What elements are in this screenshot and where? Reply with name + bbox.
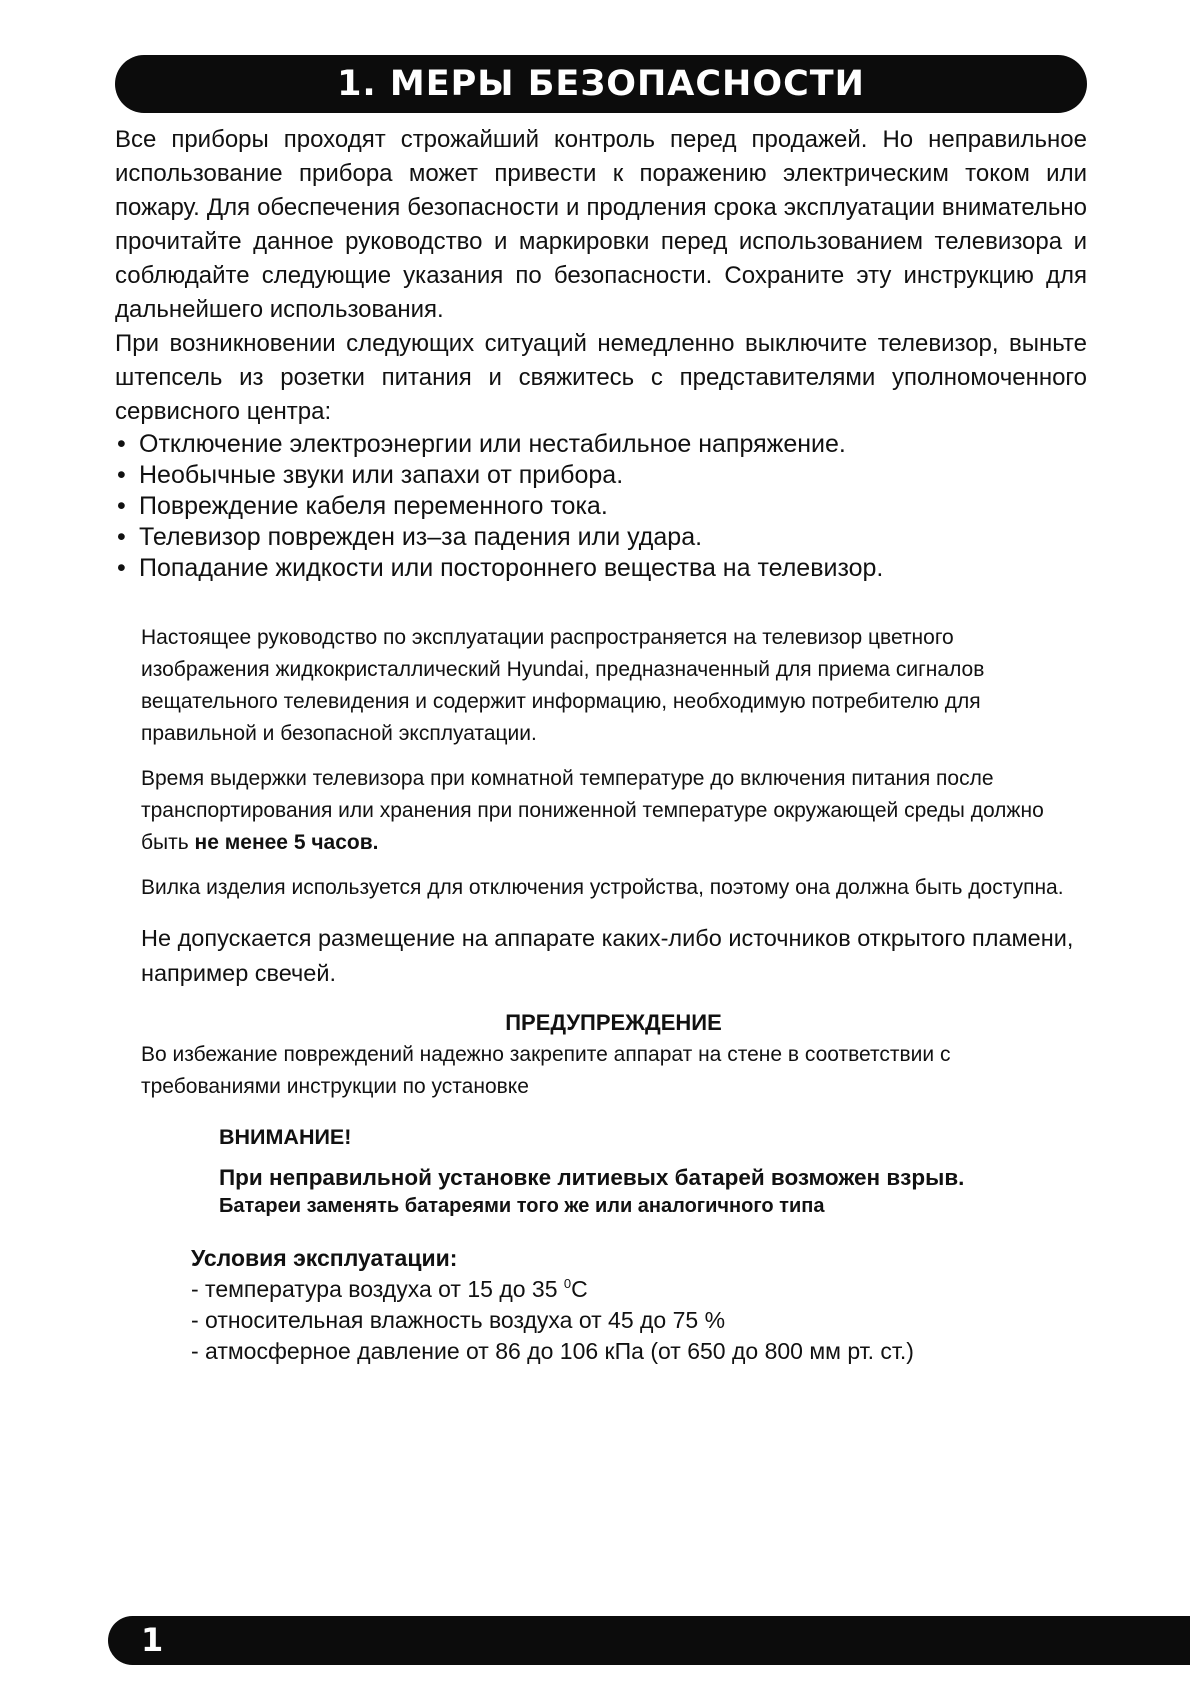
list-item: • Попадание жидкости или постороннего вещества на телевизор. [115, 553, 1087, 584]
warning-text: Во избежание повреждений надежно закрепите аппарат на стене в соответствии с требованиями инструкции по установке [141, 1043, 951, 1098]
section-title-bar [115, 55, 1087, 113]
list-item: • Необычные звуки или запахи от прибора. [115, 460, 1087, 491]
conditions-title: Условия эксплуатации: [191, 1245, 458, 1271]
condition-humidity: - относительная влажность воздуха от 45 до 75 % [191, 1307, 726, 1333]
degree-superscript: 0 [563, 1276, 572, 1291]
condition-pressure: - атмосферное давление от 86 до 106 кПа (от 650 до 800 мм рт. ст.) [191, 1338, 914, 1364]
wait-time-text: Время выдержки телевизора при комнатной температуре до включения питания после транспортирования или хранения при пониженной температуре окружающей среды должно быть [141, 767, 1044, 854]
additional-notes [141, 622, 1081, 1367]
operating-conditions [191, 1243, 1081, 1367]
attention-block [219, 1121, 1081, 1219]
intro-paragraph-2: При возникновении следующих ситуаций немедленно выключите телевизор, выньте штепсель из розетки питания и свяжитесь с представителями уполномоченного сервисного центра: [115, 330, 1087, 425]
plug-paragraph: Вилка изделия используется для отключения устройства, поэтому она должна быть доступна. [141, 876, 1064, 899]
wait-time-paragraph [141, 763, 1081, 859]
list-item: • Повреждение кабеля переменного тока. [115, 491, 1087, 522]
attention-line-1: При неправильной установке литиевых батарей возможен взрыв. [219, 1165, 965, 1190]
page-number: 1 [141, 1621, 164, 1659]
scope-paragraph: Настоящее руководство по эксплуатации распространяется на телевизор цветного изображения жидкокристаллический Hyundai, предназначенный для приема сигналов вещательного телевидения и содержит информацию, необходимую потребителю для правильной и безопасной эксплуатации. [141, 626, 985, 745]
wait-time-bold: не менее 5 часов. [194, 831, 379, 854]
temperature-text: - температура воздуха от 15 до 35 [191, 1276, 558, 1302]
temperature-unit: С [571, 1276, 588, 1302]
warning-title: ПРЕДУПРЕЖДЕНИЕ [505, 1010, 722, 1035]
attention-line-2: Батареи заменять батареями того же или аналогичного типа [219, 1195, 825, 1217]
safety-intro [115, 123, 1087, 584]
section-title: 1. МЕРЫ БЕЗОПАСНОСТИ [337, 64, 865, 104]
intro-paragraph-1: Все приборы проходят строжайший контроль перед продажей. Но неправильное использование прибора может привести к поражению электрическим током или пожару. Для обеспечения безопасности и продления срока эксплуатации внимательно прочитайте данное руководство и маркировки перед использованием телевизора и соблюдайте следующие указания по безопасности. Сохраните эту инструкцию для дальнейшего использования. [115, 126, 1087, 323]
condition-temperature [191, 1274, 1081, 1305]
open-flame-paragraph: Не допускается размещение на аппарате каких-либо источников открытого пламени, например свечей. [141, 925, 1074, 986]
list-item: • Отключение электроэнергии или нестабильное напряжение. [115, 429, 1087, 460]
list-item: • Телевизор поврежден из–за падения или удара. [115, 522, 1087, 553]
attention-title: ВНИМАНИЕ! [219, 1125, 352, 1149]
emergency-situations-list [115, 429, 1087, 584]
footer-bar [108, 1616, 1190, 1665]
